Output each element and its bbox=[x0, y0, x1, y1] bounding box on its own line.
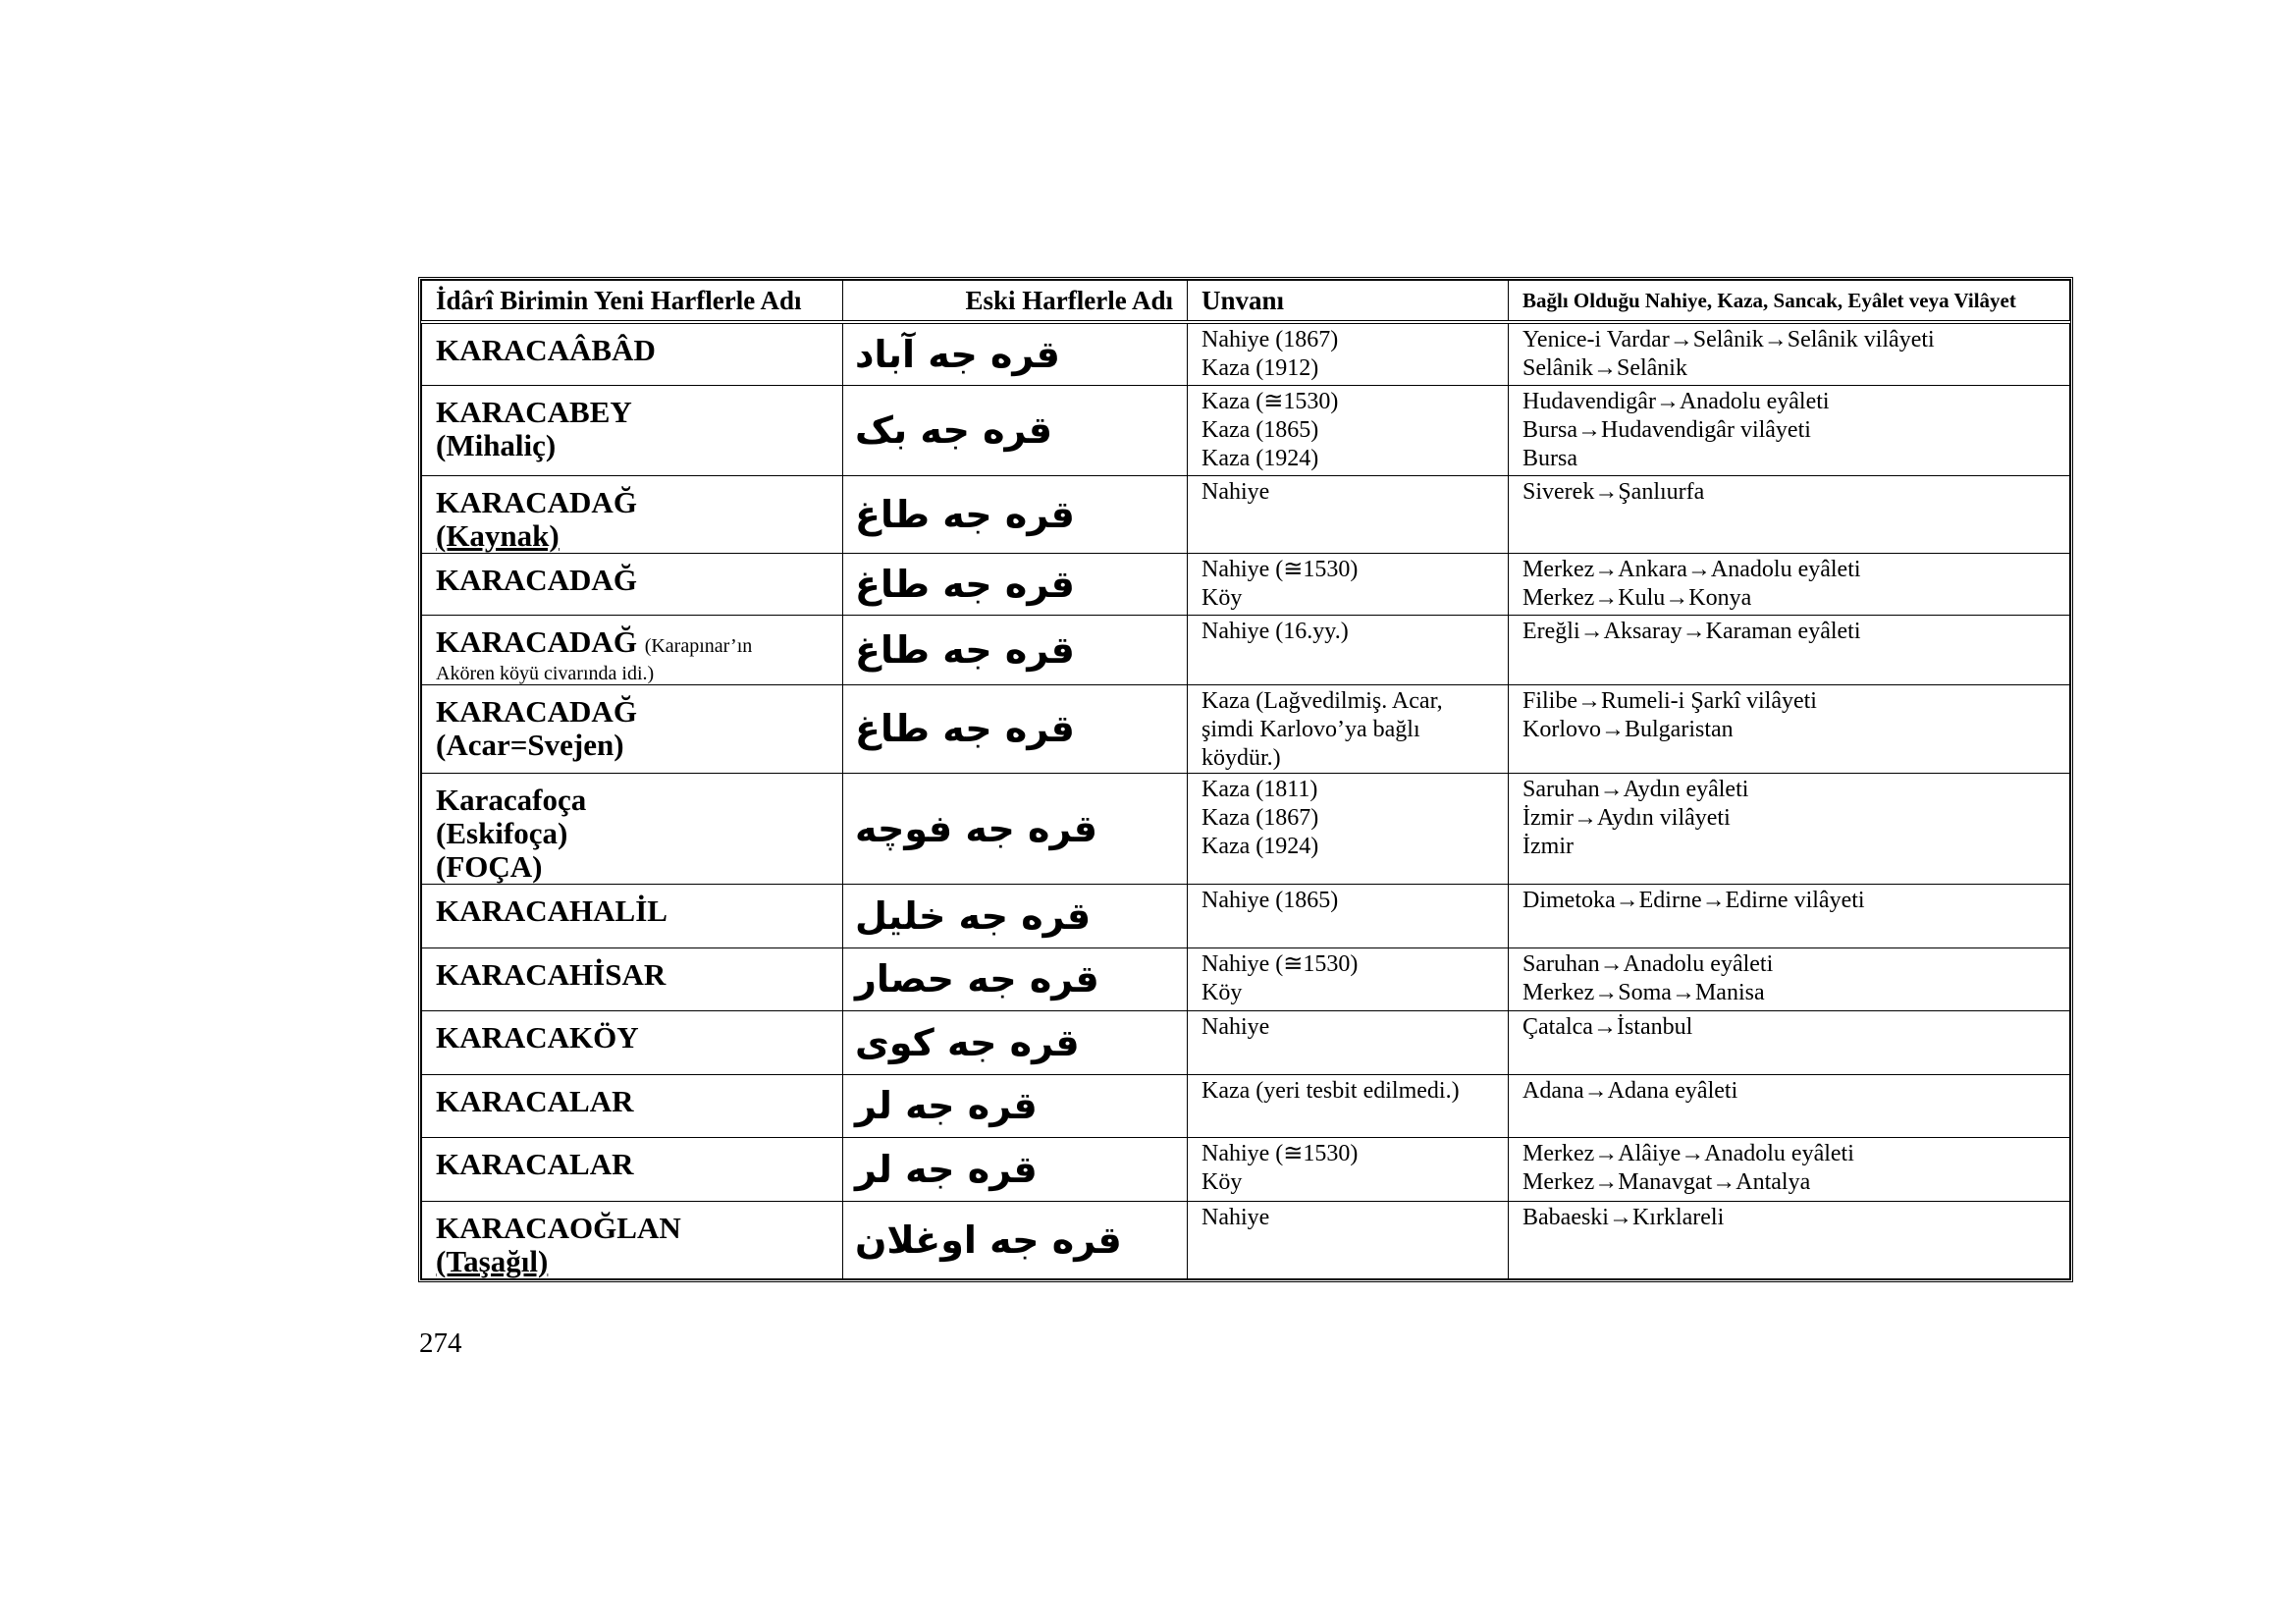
table-header-row bbox=[422, 281, 2070, 323]
parent-unit: Merkez→Manavgat→Antalya bbox=[1522, 1168, 1811, 1195]
parent-unit: Filibe→Rumeli-i Şarkî vilâyeti bbox=[1522, 687, 1817, 714]
table-row bbox=[422, 615, 2070, 684]
unit-title: Kaza (1924) bbox=[1201, 445, 1319, 471]
unit-name: KARACAKÖY bbox=[436, 1019, 639, 1055]
parent-unit: Hudavendigâr→Anadolu eyâleti bbox=[1522, 388, 1830, 414]
unit-name: KARACALAR bbox=[436, 1083, 634, 1118]
unit-name: Karacafoça bbox=[436, 782, 587, 817]
parent-unit: İzmir→Aydın vilâyeti bbox=[1522, 804, 1731, 831]
unit-title-cell bbox=[1188, 475, 1509, 553]
unit-title: Kaza (Lağvedilmiş. Acar, bbox=[1201, 687, 1443, 714]
parent-unit-cell bbox=[1509, 884, 2070, 947]
unit-note: Akören köyü civarında idi.) bbox=[436, 662, 655, 684]
unit-title: Kaza (yeri tesbit edilmedi.) bbox=[1201, 1077, 1460, 1104]
table-row bbox=[422, 684, 2070, 773]
parent-unit: Dimetoka→Edirne→Edirne vilâyeti bbox=[1522, 887, 1865, 913]
parent-unit: Merkez→Ankara→Anadolu eyâleti bbox=[1522, 556, 1861, 582]
unit-title: Kaza (1865) bbox=[1201, 416, 1319, 443]
table-row bbox=[422, 385, 2070, 475]
parent-unit: Babaeski→Kırklareli bbox=[1522, 1204, 1725, 1230]
header-old-name: Eski Harflerle Adı bbox=[843, 281, 1188, 323]
ottoman-name-cell bbox=[843, 1010, 1188, 1074]
unit-name: (FOÇA) bbox=[436, 848, 543, 884]
parent-unit: İzmir bbox=[1522, 833, 1574, 859]
unit-name: (Acar=Svejen) bbox=[436, 727, 624, 762]
unit-name-cell bbox=[422, 684, 843, 773]
table-row bbox=[422, 475, 2070, 553]
parent-unit-cell bbox=[1509, 684, 2070, 773]
unit-title-cell bbox=[1188, 1137, 1509, 1201]
unit-note: (Karapınar’ın bbox=[644, 634, 753, 657]
unit-name: KARACADAĞ bbox=[436, 484, 637, 519]
table-row bbox=[422, 884, 2070, 947]
table-row bbox=[422, 1201, 2070, 1278]
parent-unit-cell bbox=[1509, 385, 2070, 475]
ottoman-name-cell bbox=[843, 1074, 1188, 1137]
ottoman-name: قره جه خليل bbox=[855, 893, 1092, 938]
parent-unit: Saruhan→Anadolu eyâleti bbox=[1522, 950, 1774, 977]
unit-name-cell bbox=[422, 475, 843, 553]
unit-title-cell bbox=[1188, 947, 1509, 1010]
unit-name-cell bbox=[422, 1010, 843, 1074]
parent-unit: Adana→Adana eyâleti bbox=[1522, 1077, 1738, 1104]
unit-title: Nahiye (1865) bbox=[1201, 887, 1339, 913]
header-name: İdârî Birimin Yeni Harflerle Adı bbox=[422, 281, 843, 323]
unit-title-cell bbox=[1188, 322, 1509, 385]
ottoman-name: قره جه طاغ bbox=[855, 492, 1075, 536]
ottoman-name: قره جه فوچه bbox=[855, 806, 1097, 850]
ottoman-name-cell bbox=[843, 773, 1188, 884]
unit-name: KARACALAR bbox=[436, 1146, 634, 1181]
header-parent: Bağlı Olduğu Nahiye, Kaza, Sancak, Eyâlet veya Vilâyet bbox=[1509, 281, 2070, 323]
unit-name: KARACADAĞ bbox=[436, 562, 637, 597]
unit-title: Kaza (1811) bbox=[1201, 776, 1318, 802]
unit-name: KARACAÂBÂD bbox=[436, 333, 656, 367]
ottoman-name: قره جه طاغ bbox=[855, 562, 1075, 606]
unit-title-cell bbox=[1188, 615, 1509, 684]
unit-name bbox=[436, 625, 828, 663]
ottoman-name: قره جه طاغ bbox=[855, 707, 1075, 750]
unit-title: Köy bbox=[1201, 584, 1243, 611]
unit-name: KARACAHİSAR bbox=[436, 956, 667, 992]
parent-unit-cell bbox=[1509, 1010, 2070, 1074]
unit-current-name: (Taşağıl) bbox=[436, 1243, 549, 1278]
ottoman-name: قره جه لر bbox=[855, 1084, 1038, 1127]
unit-title-cell bbox=[1188, 684, 1509, 773]
unit-name: (Eskifoça) bbox=[436, 815, 568, 850]
parent-unit-cell bbox=[1509, 1201, 2070, 1278]
ottoman-name-cell bbox=[843, 947, 1188, 1010]
unit-name-cell bbox=[422, 1137, 843, 1201]
ottoman-name: قره جه آباد bbox=[855, 332, 1060, 376]
unit-title-cell bbox=[1188, 553, 1509, 615]
unit-title-cell bbox=[1188, 773, 1509, 884]
unit-title-cell bbox=[1188, 1010, 1509, 1074]
unit-name-cell bbox=[422, 322, 843, 385]
parent-unit-cell bbox=[1509, 1137, 2070, 1201]
ottoman-name-cell bbox=[843, 1201, 1188, 1278]
unit-name-cell bbox=[422, 1074, 843, 1137]
parent-unit: Saruhan→Aydın eyâleti bbox=[1522, 776, 1749, 802]
unit-title: Nahiye (1867) bbox=[1201, 327, 1339, 352]
unit-title: Köy bbox=[1201, 1168, 1243, 1195]
parent-unit-cell bbox=[1509, 615, 2070, 684]
table-row bbox=[422, 1074, 2070, 1137]
page-number: 274 bbox=[419, 1327, 462, 1359]
unit-name-cell bbox=[422, 615, 843, 684]
parent-unit-cell bbox=[1509, 773, 2070, 884]
unit-title: Kaza (1867) bbox=[1201, 804, 1319, 831]
table-row bbox=[422, 322, 2070, 385]
parent-unit: Korlovo→Bulgaristan bbox=[1522, 716, 1734, 742]
ottoman-name: قره جه اوغلان bbox=[855, 1218, 1122, 1262]
unit-name: (Mihaliç) bbox=[436, 427, 557, 462]
unit-title: Kaza (≅1530) bbox=[1201, 388, 1339, 414]
table-row bbox=[422, 553, 2070, 615]
parent-unit-cell bbox=[1509, 1074, 2070, 1137]
parent-unit: Yenice-i Vardar→Selânik→Selânik vilâyeti bbox=[1522, 327, 1935, 352]
parent-unit: Çatalca→İstanbul bbox=[1522, 1013, 1693, 1040]
ottoman-name-cell bbox=[843, 475, 1188, 553]
unit-name-cell bbox=[422, 947, 843, 1010]
parent-unit-cell bbox=[1509, 322, 2070, 385]
table-row bbox=[422, 1010, 2070, 1074]
parent-unit-cell bbox=[1509, 947, 2070, 1010]
unit-title: Nahiye bbox=[1201, 1013, 1270, 1040]
parent-unit: Bursa bbox=[1522, 445, 1577, 471]
unit-title: Nahiye bbox=[1201, 1204, 1270, 1230]
parent-unit: Selânik→Selânik bbox=[1522, 355, 1687, 381]
unit-title: Kaza (1924) bbox=[1201, 833, 1319, 859]
ottoman-name-cell bbox=[843, 1137, 1188, 1201]
ottoman-name: قره جه حصار bbox=[855, 957, 1099, 1001]
ottoman-name: قره جه طاغ bbox=[855, 627, 1075, 672]
ottoman-name-cell bbox=[843, 884, 1188, 947]
unit-name: KARACAOĞLAN bbox=[436, 1210, 681, 1245]
unit-title-cell bbox=[1188, 884, 1509, 947]
unit-name-cell bbox=[422, 1201, 843, 1278]
unit-title: Nahiye (≅1530) bbox=[1201, 1140, 1359, 1166]
unit-title: Nahiye (16.yy.) bbox=[1201, 618, 1349, 644]
unit-title: Nahiye (≅1530) bbox=[1201, 556, 1359, 582]
header-title: Unvanı bbox=[1188, 281, 1509, 323]
unit-title-cell bbox=[1188, 1201, 1509, 1278]
unit-title-cell bbox=[1188, 1074, 1509, 1137]
administrative-units-table bbox=[418, 277, 2073, 1282]
parent-unit: Merkez→Alâiye→Anadolu eyâleti bbox=[1522, 1140, 1854, 1166]
unit-title-cell bbox=[1188, 385, 1509, 475]
unit-name-cell bbox=[422, 884, 843, 947]
parent-unit-cell bbox=[1509, 553, 2070, 615]
unit-current-name: (Kaynak) bbox=[436, 517, 560, 553]
ottoman-name: قره جه بک bbox=[855, 408, 1053, 452]
unit-title: Nahiye (≅1530) bbox=[1201, 950, 1359, 977]
parent-unit: Ereğli→Aksaray→Karaman eyâleti bbox=[1522, 618, 1861, 644]
unit-name: KARACADAĞ bbox=[436, 693, 637, 729]
unit-name-cell bbox=[422, 773, 843, 884]
unit-title: Kaza (1912) bbox=[1201, 355, 1319, 381]
parent-unit: Bursa→Hudavendigâr vilâyeti bbox=[1522, 416, 1811, 443]
table-row bbox=[422, 947, 2070, 1010]
parent-unit: Siverek→Şanlıurfa bbox=[1522, 478, 1705, 505]
parent-unit: Merkez→Soma→Manisa bbox=[1522, 979, 1765, 1005]
ottoman-name: قره جه لر bbox=[855, 1147, 1038, 1191]
unit-title: şimdi Karlovo’ya bağlı bbox=[1201, 716, 1420, 742]
unit-name-cell bbox=[422, 385, 843, 475]
unit-name: KARACAHALİL bbox=[436, 893, 667, 928]
parent-unit-cell bbox=[1509, 475, 2070, 553]
unit-title: Nahiye bbox=[1201, 478, 1270, 505]
unit-name-text: KARACADAĞ bbox=[436, 623, 637, 659]
ottoman-name: قره جه کوی bbox=[855, 1020, 1080, 1064]
unit-title: Köy bbox=[1201, 979, 1243, 1005]
ottoman-name-cell bbox=[843, 322, 1188, 385]
parent-unit: Merkez→Kulu→Konya bbox=[1522, 584, 1752, 611]
unit-name: KARACABEY bbox=[436, 394, 632, 429]
ottoman-name-cell bbox=[843, 684, 1188, 773]
ottoman-name-cell bbox=[843, 385, 1188, 475]
table-row bbox=[422, 1137, 2070, 1201]
unit-title: köydür.) bbox=[1201, 744, 1281, 771]
ottoman-name-cell bbox=[843, 615, 1188, 684]
ottoman-name-cell bbox=[843, 553, 1188, 615]
table-row bbox=[422, 773, 2070, 884]
unit-name-cell bbox=[422, 553, 843, 615]
